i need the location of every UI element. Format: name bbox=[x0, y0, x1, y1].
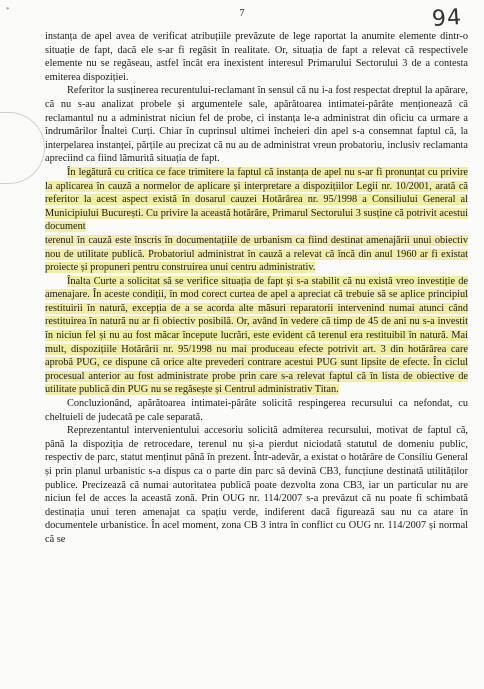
corner-mark: * bbox=[6, 6, 10, 14]
paragraph bbox=[45, 424, 468, 546]
paragraph-text: terenul în cauză este înscris în documentațiile de urbanism ca fiind destinat amenajării unui obiectiv nou de utilitate publică. Probatoriul administrat în cauză a relevat că încă din anul 1960 ar fi existat proiecte și propuneri pentru construirea unui centru administrativ. bbox=[45, 234, 468, 274]
paragraph bbox=[45, 234, 468, 275]
paragraph-text: Concluzionând, apărătoarea intimatei-pârâte solicită respingerea recursului ca nefondat, cu cheltuieli de judecată pe cale separată. bbox=[45, 398, 468, 423]
paragraph-text: Referitor la susținerea recurentului-reclamant în sensul că nu i-a fost respectat dreptul la apărare, că nu s-au analizat probele și argumentele sale, apărătoarea intimatei-pârâte menționează că reclamantul nu a administrat niciun fel de probe, ci instanța le-a administrat din oficiu ca urmare a îndrumărilor Înaltei Curți. Chiar în cuprinsul ultimei încheieri din apel s-a consemnat faptul că, la interpelarea instanței, părțile au precizat că nu au de administrat vreun probatoriu, inclusiv reclamanta apreciind ca fiind lămurită situația de fapt. bbox=[45, 85, 468, 165]
paragraph bbox=[45, 30, 468, 84]
paragraph-text: Înalta Curte a solicitat să se verifice situația de fapt și s-a stabilit că nu există vreo investiție de amenajare. În aceste condiții, în mod corect curtea de apel a apreciat că trebuie să se aplice principiul restituirii în natură, excepția de a se acorda alte măsuri reparatorii intervenind numai atunci când restituirea în natură nu ar fi obiectiv posibilă. Or, având în vedere că timp de 45 de ani nu s-a investit în niciun fel și nu au fost măcar începute lucrări, este evident că terenul era restituibil în natură. Mai mult, dispozițiile Hotărârii nr. 95/1998 nu mai produceau efecte potrivit art. 3 din hotărârea care aprobă PUG, ce dispune că orice alte prevederi contrare acestui PUG sunt lipsite de efecte. În ciclul procesual anterior au fost administrate probe prin care s-a relevat faptul că în lista de obiective de utilitate publică din PUG nu se regăsește și Centrul administrativ Titan. bbox=[45, 275, 468, 396]
paragraph bbox=[45, 275, 468, 397]
paragraph bbox=[45, 84, 468, 166]
paragraph-text: În legătură cu critica ce face trimitere la faptul că instanța de apel nu s-ar fi pronunțat cu privire la aplicarea în cauză a normelor de aplicare și interpretare a dispozițiilor Legii nr. 10/2001, arată că referitor la acest aspect există în dosarul cauzei Hotărârea nr. 95/1998 a Consiliului General al Municipiului București. Cu privire la această hotărâre, Primarul Sectorului 3 susține că potrivit acestui document bbox=[45, 166, 468, 233]
handwritten-page-number: 94 bbox=[431, 4, 463, 33]
paragraph bbox=[45, 397, 468, 424]
paragraph-text: instanța de apel avea de verificat atribuțiile prevăzute de lege raportat la anumite elemente dintr-o situație de fapt, dacă ele s-ar fi regăsit în realitate. Or, situația de fapt a relevat că respectivele elemente nu se regăseau, astfel încât era inexistent interesul Primarului Sectorului 3 de a contesta emiterea dispoziției. bbox=[45, 31, 468, 83]
page-number: 7 bbox=[239, 8, 245, 19]
document-body bbox=[45, 30, 468, 547]
paragraph-text: Reprezentantul intervenientului accesoriu solicită admiterea recursului, motivat de faptul că, până la dispoziția de retrocedare, terenul nu și-a pierdut niciodată statutul de domeniu public, respectiv de parc, statut menținut până în prezent. Într-adevăr, a existat o hotărâre de Consiliu General și prin planul urbanistic s-a dispus ca o parte din parc să devină CB3, funcțiune destinată utilităților publice. Precizează că numai autoritatea publică poate dezvolta zona CB3, iar un particular nu are niciun fel de acces la această zonă. Prin OUG nr. 114/2007 s-a prevăzut că nu poate fi schimbată destinația unui teren amenajat ca spațiu verde, indiferent dacă figurează sau nu ca atare în documentele urbanistice. În acel moment, zona CB 3 intra în conflict cu OUG nr. 114/2007 și normal că se bbox=[45, 425, 468, 545]
paragraph bbox=[45, 166, 468, 234]
stamp-outline bbox=[0, 112, 45, 184]
